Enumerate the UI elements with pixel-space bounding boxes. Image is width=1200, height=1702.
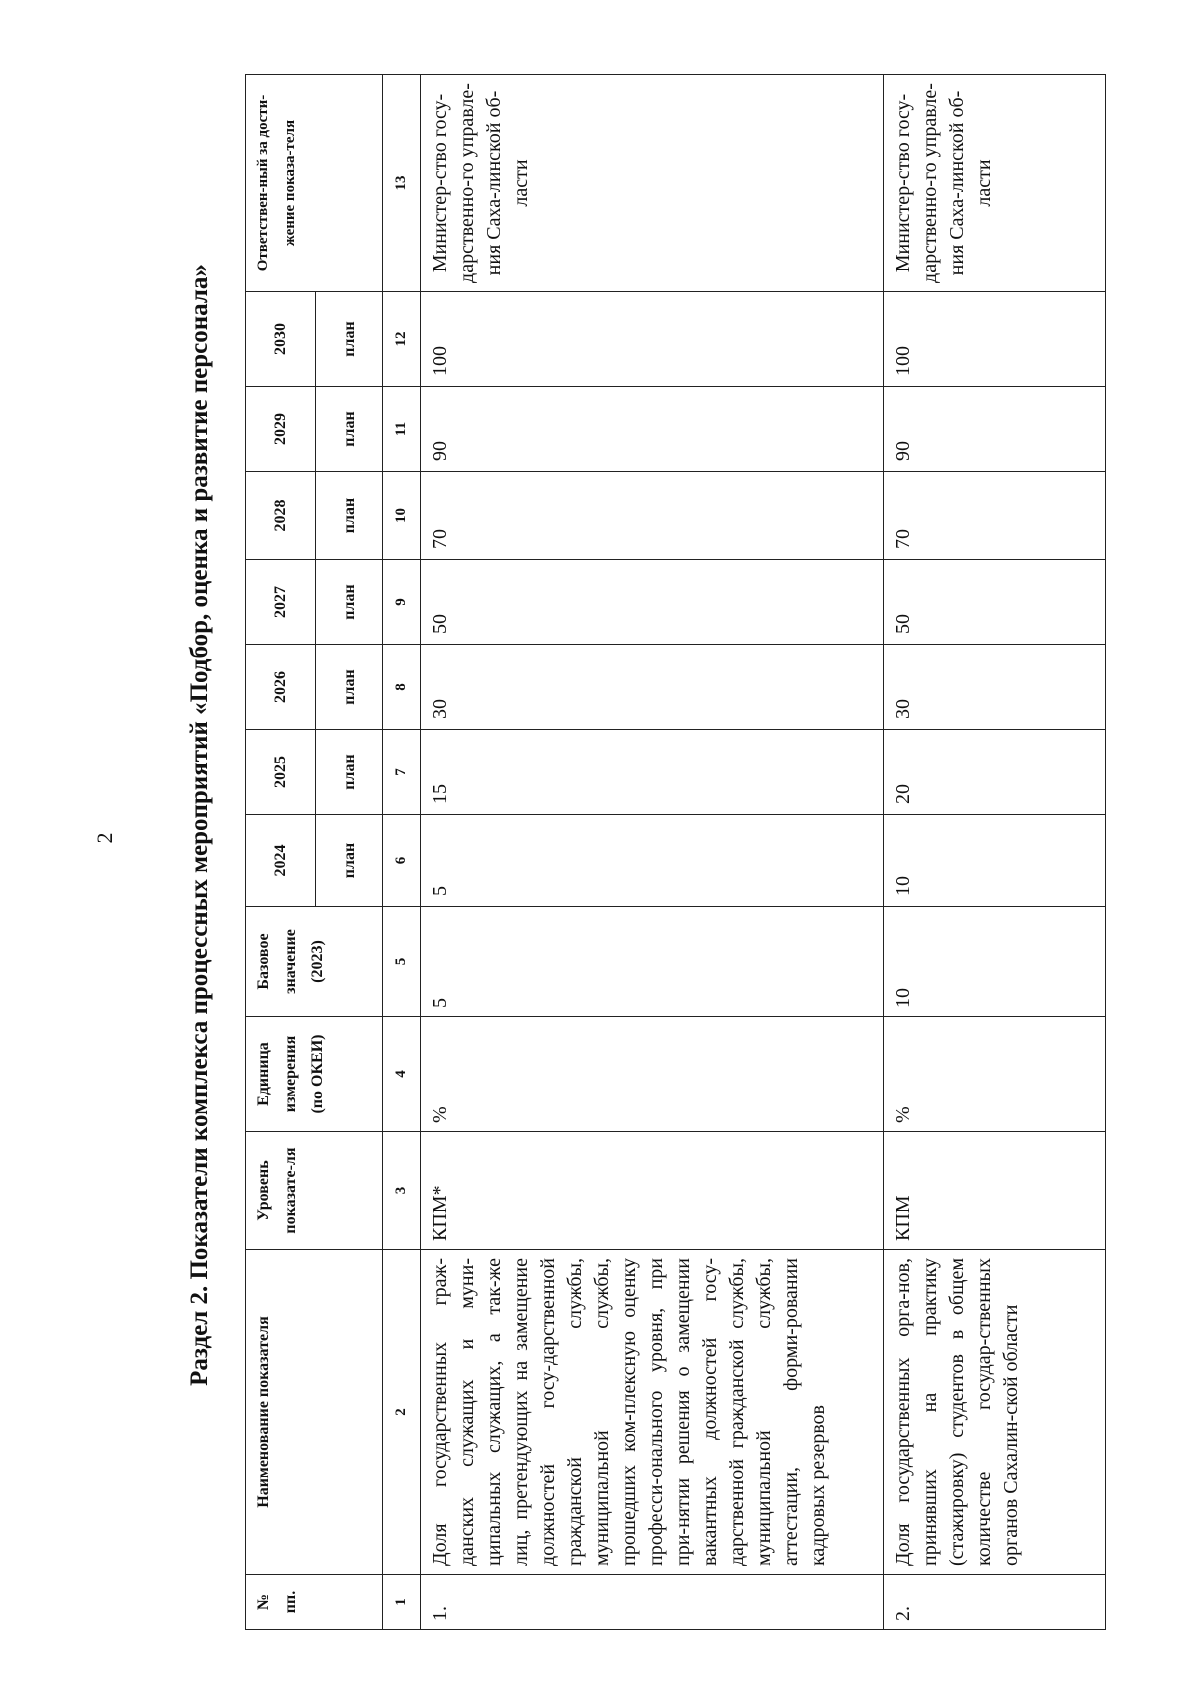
header-plan-2030: план — [316, 292, 383, 387]
header-num: № пп. — [246, 1575, 383, 1630]
row-base-value: 5 — [421, 907, 884, 1017]
row-num: 2. — [884, 1575, 1106, 1630]
header-name: Наименование показателя — [246, 1250, 383, 1575]
column-number: 7 — [383, 730, 421, 815]
header-level: Уровень показате-ля — [246, 1132, 383, 1250]
row-value-2026: 30 — [884, 645, 1106, 730]
row-base-value: 10 — [884, 907, 1106, 1017]
indicators-table-frame — [245, 75, 1105, 1630]
header-unit: Единица измерения (по ОКЕИ) — [246, 1017, 383, 1132]
row-level: КПМ* — [421, 1132, 884, 1250]
header-row-years — [246, 75, 316, 1630]
page-number: 2 — [92, 832, 117, 844]
row-value-2024: 5 — [421, 815, 884, 907]
row-value-2024: 10 — [884, 815, 1106, 907]
header-plan-2028: план — [316, 472, 383, 560]
header-year-2024: 2024 — [246, 815, 316, 907]
column-number: 8 — [383, 645, 421, 730]
header-plan-2025: план — [316, 730, 383, 815]
row-value-2028: 70 — [884, 472, 1106, 560]
header-year-2029: 2029 — [246, 387, 316, 472]
header-year-2025: 2025 — [246, 730, 316, 815]
column-number: 13 — [383, 75, 421, 292]
header-year-2030: 2030 — [246, 292, 316, 387]
section-title: Раздел 2. Показатели комплекса процессных мероприятий «Подбор, оценка и развитие персонала» — [186, 264, 213, 1386]
column-number: 2 — [383, 1250, 421, 1575]
table-row — [421, 75, 884, 1630]
row-indicator-name: Доля государственных орга-нов, принявших на практику (стажировку) студентов в общем количестве государ-ственных органов Сахалин-ской области — [884, 1250, 1106, 1575]
header-year-2026: 2026 — [246, 645, 316, 730]
column-number: 1 — [383, 1575, 421, 1630]
row-level: КПМ — [884, 1132, 1106, 1250]
column-number: 10 — [383, 472, 421, 560]
column-number: 4 — [383, 1017, 421, 1132]
row-responsible: Министер-ство госу-дарственно-го управле-ния Саха-линской об-ласти — [421, 75, 884, 292]
header-year-2028: 2028 — [246, 472, 316, 560]
row-value-2029: 90 — [884, 387, 1106, 472]
header-year-2027: 2027 — [246, 560, 316, 645]
row-value-2025: 20 — [884, 730, 1106, 815]
header-plan-2029: план — [316, 387, 383, 472]
row-num: 1. — [421, 1575, 884, 1630]
row-value-2030: 100 — [421, 292, 884, 387]
column-number: 9 — [383, 560, 421, 645]
column-number: 11 — [383, 387, 421, 472]
row-value-2030: 100 — [884, 292, 1106, 387]
column-number: 12 — [383, 292, 421, 387]
column-number: 6 — [383, 815, 421, 907]
column-number: 5 — [383, 907, 421, 1017]
row-responsible: Министер-ство госу-дарственно-го управле-ния Саха-линской об-ласти — [884, 75, 1106, 292]
table-row — [884, 75, 1106, 1630]
row-value-2026: 30 — [421, 645, 884, 730]
row-unit: % — [421, 1017, 884, 1132]
row-value-2027: 50 — [421, 560, 884, 645]
row-indicator-name: Доля государственных граж-данских служащих и муни-ципальных служащих, а так-же лиц, претендующих на замещение должностей госу-дарственной гражданской службы, муниципальной службы, прошедших ком-плексную оценку професси-онального уровня, при при-нятии решения о замещении вакантных должностей госу-дарственной гражданской службы, муниципальной службы, аттестации, форми-ровании кадровых резервов — [421, 1250, 884, 1575]
row-value-2025: 15 — [421, 730, 884, 815]
header-base: Базовое значение (2023) — [246, 907, 383, 1017]
header-plan-2024: план — [316, 815, 383, 907]
row-value-2027: 50 — [884, 560, 1106, 645]
header-plan-2027: план — [316, 560, 383, 645]
row-unit: % — [884, 1017, 1106, 1132]
row-value-2029: 90 — [421, 387, 884, 472]
header-plan-2026: план — [316, 645, 383, 730]
header-responsible: Ответствен-ный за дости-жение показа-теля — [246, 75, 383, 292]
column-number: 3 — [383, 1132, 421, 1250]
indicators-table — [245, 74, 1106, 1630]
row-value-2028: 70 — [421, 472, 884, 560]
column-number-row — [383, 75, 421, 1630]
